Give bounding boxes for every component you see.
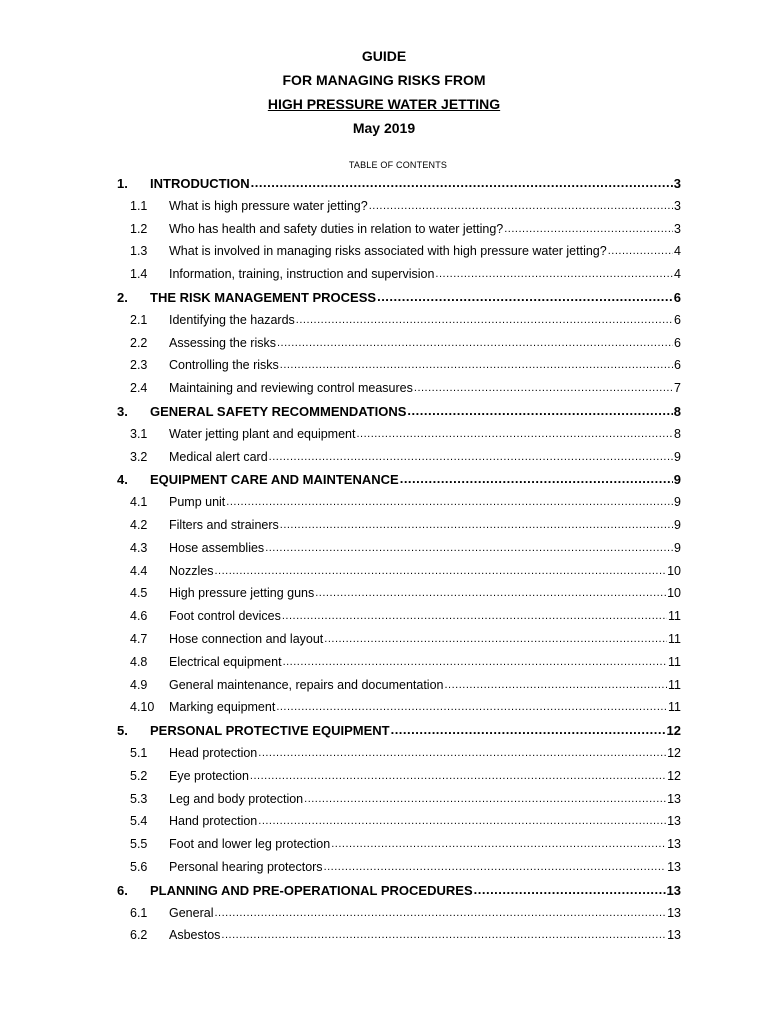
toc-entry-page: 8 [673, 403, 681, 419]
toc-entry-number: 5.4 [130, 814, 148, 829]
toc-entry-number: 4.7 [130, 631, 148, 646]
toc-dot-leader [265, 540, 673, 554]
toc-dot-leader [369, 198, 673, 212]
toc-subsection-row[interactable] [117, 906, 681, 929]
toc-subsection-row[interactable] [117, 518, 681, 541]
toc-subsection-row[interactable] [117, 928, 681, 951]
toc-subsection-row[interactable] [117, 769, 681, 792]
toc-entry-number: 5.6 [130, 859, 148, 874]
toc-dot-leader [280, 517, 673, 531]
toc-dot-leader [214, 563, 666, 577]
toc-entry-label: Foot and lower leg protection [169, 837, 331, 852]
toc-entry-page: 12 [667, 745, 681, 760]
toc-subsection-row[interactable] [117, 427, 681, 450]
toc-dot-leader [277, 335, 673, 349]
toc-entry-number: 4.6 [130, 609, 148, 624]
toc-entry-number: 4.9 [130, 677, 148, 692]
toc-dot-leader [214, 905, 666, 919]
toc-entry-page: 13 [667, 905, 681, 920]
toc-entry-label: Water jetting plant and equipment [169, 426, 356, 441]
toc-dot-leader [315, 585, 666, 599]
toc-entry-label: Assessing the risks [169, 335, 276, 350]
toc-entry-page: 12 [666, 723, 681, 739]
toc-entry-label: THE RISK MANAGEMENT PROCESS [150, 289, 377, 305]
toc-entry-label: Controlling the risks [169, 358, 279, 373]
toc-subsection-row[interactable] [117, 700, 681, 723]
toc-entry-number: 3.1 [130, 426, 148, 441]
toc-entry-label: Identifying the hazards [169, 312, 295, 327]
toc-entry-number: 1.1 [130, 198, 148, 213]
toc-entry-number: 1.2 [130, 221, 148, 236]
toc-entry-number: 5. [117, 723, 128, 739]
toc-entry-label: Filters and strainers [169, 517, 279, 532]
toc-dot-leader [377, 289, 673, 304]
toc-entry-label: Head protection [169, 745, 258, 760]
toc-entry-number: 4.3 [130, 540, 148, 555]
toc-section-row[interactable] [117, 404, 681, 427]
toc-dot-leader [400, 471, 673, 486]
toc-entry-page: 13 [667, 928, 681, 943]
toc-entry-page: 11 [668, 700, 681, 715]
title-line-date: May 2019 [352, 120, 416, 136]
title-line-guide: GUIDE [361, 48, 407, 64]
toc-dot-leader [391, 722, 666, 737]
toc-entry-number: 4. [117, 472, 128, 488]
toc-entry-number: 5.1 [130, 745, 148, 760]
toc-subsection-row[interactable] [117, 837, 681, 860]
toc-dot-leader [608, 243, 673, 257]
toc-entry-page: 12 [667, 768, 681, 783]
toc-entry-page: 9 [674, 495, 681, 510]
toc-entry-label: Electrical equipment [169, 654, 282, 669]
toc-dot-leader [331, 836, 666, 850]
toc-entry-page: 6 [674, 335, 681, 350]
toc-dot-leader [283, 654, 667, 668]
toc-subsection-row[interactable] [117, 495, 681, 518]
toc-entry-page: 7 [674, 381, 681, 396]
toc-section-row[interactable] [117, 723, 681, 746]
toc-dot-leader [304, 791, 666, 805]
toc-entry-page: 13 [666, 882, 681, 898]
toc-entry-page: 6 [673, 289, 681, 305]
toc-entry-number: 2.4 [130, 381, 148, 396]
toc-entry-number: 4.2 [130, 517, 148, 532]
toc-subsection-row[interactable] [117, 450, 681, 473]
toc-entry-number: 2.2 [130, 335, 148, 350]
toc-subsection-row[interactable] [117, 199, 681, 222]
toc-entry-page: 9 [674, 449, 681, 464]
toc-entry-number: 6. [117, 882, 128, 898]
toc-subsection-row[interactable] [117, 632, 681, 655]
toc-entry-page: 9 [673, 472, 681, 488]
toc-subsection-row[interactable] [117, 586, 681, 609]
toc-entry-number: 2.1 [130, 312, 148, 327]
toc-dot-leader [251, 175, 673, 190]
toc-entry-number: 2.3 [130, 358, 148, 373]
toc-entry-label: High pressure jetting guns [169, 586, 315, 601]
toc-dot-leader [407, 403, 672, 418]
toc-entry-label: Foot control devices [169, 609, 281, 624]
toc-entry-label: Information, training, instruction and supervision [169, 267, 435, 282]
toc-subsection-row[interactable] [117, 860, 681, 883]
toc-entry-page: 6 [674, 312, 681, 327]
toc-subsection-row[interactable] [117, 222, 681, 245]
toc-entry-page: 9 [674, 517, 681, 532]
toc-dot-leader [250, 768, 666, 782]
toc-subsection-row[interactable] [117, 609, 681, 632]
toc-subsection-row[interactable] [117, 746, 681, 769]
toc-entry-page: 11 [668, 677, 681, 692]
toc-entry-number: 2. [117, 289, 128, 305]
toc-entry-label: GENERAL SAFETY RECOMMENDATIONS [150, 403, 407, 419]
toc-entry-page: 3 [674, 198, 681, 213]
toc-entry-label: EQUIPMENT CARE AND MAINTENANCE [150, 472, 399, 488]
toc-dot-leader [296, 312, 673, 326]
toc-entry-page: 11 [668, 631, 681, 646]
toc-dot-leader [276, 699, 667, 713]
toc-entry-label: Who has health and safety duties in relation to water jetting? [169, 221, 504, 236]
toc-section-row[interactable] [117, 883, 681, 906]
toc-entry-page: 8 [674, 426, 681, 441]
toc-entry-label: Pump unit [169, 495, 226, 510]
toc-section-row[interactable] [117, 176, 681, 199]
toc-dot-leader [324, 631, 667, 645]
toc-entry-number: 6.2 [130, 928, 148, 943]
toc-entry-label: Hose assemblies [169, 540, 265, 555]
toc-entry-label: PLANNING AND PRE-OPERATIONAL PROCEDURES [150, 882, 473, 898]
toc-entry-page: 13 [667, 837, 681, 852]
toc-heading: TABLE OF CONTENTS [348, 160, 448, 170]
toc-entry-label: Personal hearing protectors [169, 859, 323, 874]
toc-entry-page: 11 [668, 654, 681, 669]
toc-entry-number: 4.4 [130, 563, 148, 578]
toc-entry-label: Leg and body protection [169, 791, 304, 806]
toc-entry-number: 5.5 [130, 837, 148, 852]
toc-section-row[interactable] [117, 472, 681, 495]
toc-dot-leader [435, 266, 673, 280]
toc-entry-number: 4.1 [130, 495, 148, 510]
toc-subsection-row[interactable] [117, 678, 681, 701]
toc-dot-leader [280, 357, 673, 371]
toc-subsection-row[interactable] [117, 792, 681, 815]
toc-entry-page: 9 [674, 540, 681, 555]
toc-dot-leader [258, 745, 666, 759]
toc-entry-page: 6 [674, 358, 681, 373]
toc-entry-label: PERSONAL PROTECTIVE EQUIPMENT [150, 723, 390, 739]
toc-entry-number: 1.4 [130, 267, 148, 282]
toc-subsection-row[interactable] [117, 655, 681, 678]
toc-entry-label: Medical alert card [169, 449, 268, 464]
toc-entry-number: 3.2 [130, 449, 148, 464]
toc-entry-page: 10 [667, 586, 681, 601]
toc-entry-page: 4 [674, 267, 681, 282]
toc-entry-label: Asbestos [169, 928, 221, 943]
toc-entry-number: 4.10 [130, 700, 155, 715]
toc-subsection-row[interactable] [117, 336, 681, 359]
title-line-topic [0, 92, 768, 116]
toc-entry-label: Hose connection and layout [169, 631, 324, 646]
toc-entry-label: INTRODUCTION [150, 176, 250, 191]
toc-subsection-row[interactable] [117, 541, 681, 564]
toc-entry-label: General [169, 905, 214, 920]
title-block [0, 44, 768, 140]
toc-entry-page: 11 [668, 609, 681, 624]
toc-entry-label: Hand protection [169, 814, 258, 829]
toc-entry-number: 5.2 [130, 768, 148, 783]
title-topic-text: HIGH PRESSURE WATER JETTING [267, 96, 501, 112]
toc-section-row[interactable] [117, 290, 681, 313]
toc-subsection-row[interactable] [117, 358, 681, 381]
toc-entry-page: 13 [667, 814, 681, 829]
toc-entry-label: General maintenance, repairs and documentation [169, 677, 444, 692]
toc-dot-leader [324, 859, 667, 873]
toc-subsection-row[interactable] [117, 267, 681, 290]
toc-entry-label: Nozzles [169, 563, 214, 578]
toc-entry-page: 3 [673, 176, 681, 191]
toc-dot-leader [226, 494, 673, 508]
toc-dot-leader [258, 813, 666, 827]
toc-entry-label: What is involved in managing risks associated with high pressure water jetting? [169, 244, 607, 259]
toc-dot-leader [504, 221, 673, 235]
toc-subsection-row[interactable] [117, 381, 681, 404]
toc-entry-page: 4 [674, 244, 681, 259]
toc-entry-number: 4.8 [130, 654, 148, 669]
title-line-subtitle: FOR MANAGING RISKS FROM [282, 72, 486, 88]
toc-subsection-row[interactable] [117, 313, 681, 336]
toc-entry-number: 5.3 [130, 791, 148, 806]
toc-entry-page: 10 [667, 563, 681, 578]
toc-dot-leader [474, 882, 666, 897]
toc-dot-leader [221, 927, 666, 941]
toc-subsection-row[interactable] [117, 814, 681, 837]
toc-dot-leader [444, 677, 667, 691]
toc-dot-leader [356, 426, 673, 440]
toc-entry-page: 13 [667, 859, 681, 874]
table-of-contents [117, 176, 681, 951]
toc-entry-number: 1.3 [130, 244, 148, 259]
toc-subsection-row[interactable] [117, 244, 681, 267]
toc-entry-number: 4.5 [130, 586, 148, 601]
toc-entry-page: 13 [667, 791, 681, 806]
toc-entry-number: 3. [117, 403, 128, 419]
toc-subsection-row[interactable] [117, 564, 681, 587]
toc-entry-number: 1. [117, 176, 128, 191]
toc-entry-label: Marking equipment [169, 700, 276, 715]
toc-entry-label: Maintaining and reviewing control measures [169, 381, 413, 396]
toc-dot-leader [414, 380, 673, 394]
toc-entry-page: 3 [674, 221, 681, 236]
toc-entry-label: Eye protection [169, 768, 249, 783]
toc-dot-leader [282, 608, 667, 622]
toc-entry-number: 6.1 [130, 905, 148, 920]
toc-entry-label: What is high pressure water jetting? [169, 198, 368, 213]
toc-dot-leader [269, 449, 673, 463]
